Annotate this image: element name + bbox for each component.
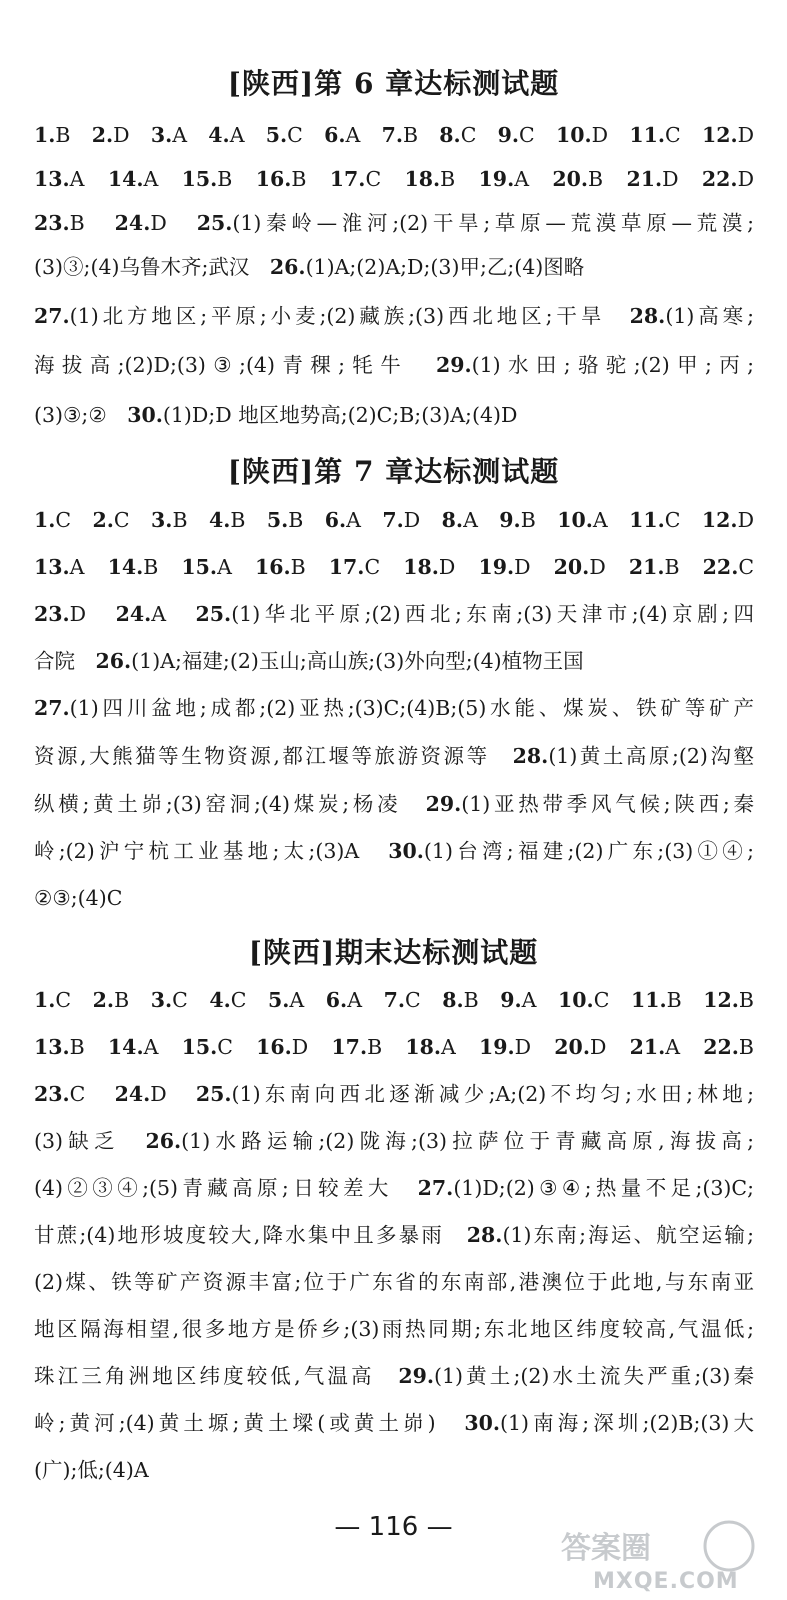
watermark-logo	[553, 1518, 773, 1594]
question-number: 30.	[388, 839, 424, 863]
question-number: 14.	[107, 555, 144, 579]
question-number: 26.	[95, 649, 132, 673]
question-number: 21.	[626, 167, 663, 191]
answer-line: (3)缺乏 26.(1)水路运输;(2)陇海;(3)拉萨位于青藏高原,海拔高;	[34, 1129, 754, 1153]
question-number: 29.	[398, 1364, 434, 1388]
question-number: 10.	[558, 988, 594, 1012]
question-number: 2.	[92, 988, 115, 1012]
question-number: 20.	[554, 1035, 590, 1059]
question-number: 11.	[629, 123, 665, 147]
question-number: 1.	[34, 988, 56, 1012]
question-number: 4.	[208, 123, 230, 147]
question-number: 11.	[629, 508, 665, 532]
question-number: 12.	[703, 988, 739, 1012]
question-number: 16.	[256, 1035, 292, 1059]
answer-line: 甘蔗;(4)地形坡度较大,降水集中且多暴雨 28.(1)东南;海运、航空运输;	[34, 1223, 754, 1247]
question-number: 3.	[151, 508, 173, 532]
question-number: 28.	[629, 304, 666, 328]
question-number: 7.	[381, 123, 403, 147]
answer-line: 13.A 14.B 15.A 16.B 17.C 18.D 19.D 20.D 21.B 22.C	[34, 555, 754, 579]
question-number: 25.	[195, 1082, 232, 1106]
question-number: 24.	[114, 211, 151, 235]
question-number: 3.	[150, 988, 173, 1012]
question-number: 23.	[34, 211, 70, 235]
answer-line: (3)③;(4)乌鲁木齐;武汉 26.(1)A;(2)A;D;(3)甲;乙;(4)图略	[34, 255, 585, 279]
question-number: 30.	[127, 403, 163, 427]
answer-line: 1.C 2.B 3.C 4.C 5.A 6.A 7.C 8.B 9.A 10.C 11.B 12.B	[34, 988, 754, 1012]
answer-line: (3)③;② 30.(1)D;D 地区地势高;(2)C;B;(3)A;(4)D	[34, 403, 518, 427]
question-number: 15.	[181, 555, 218, 579]
section-title-chapter7: [陕西]第 7 章达标测试题	[227, 455, 560, 488]
answer-line: 13.B 14.A 15.C 16.D 17.B 18.A 19.D 20.D 21.A 22.B	[34, 1035, 754, 1059]
page-number: — 116 —	[334, 1512, 453, 1542]
watermark-main-text: 答案圈	[561, 1531, 651, 1566]
question-number: 18.	[404, 167, 441, 191]
question-number: 9.	[500, 988, 522, 1012]
question-number: 23.	[34, 602, 70, 626]
answer-line: 1.C 2.C 3.B 4.B 5.B 6.A 7.D 8.A 9.B 10.A 11.C 12.D	[34, 508, 754, 532]
answer-line: 23.B 24.D 25.(1)秦岭—淮河;(2)干旱;草原—荒漠草原—荒漠;	[34, 211, 754, 235]
answer-line: 海拔高;(2)D;(3)③;(4)青稞;牦牛 29.(1)水田;骆驼;(2)甲;丙;	[34, 353, 754, 377]
question-number: 5.	[268, 988, 290, 1012]
question-number: 28.	[466, 1223, 503, 1247]
question-number: 13.	[34, 555, 70, 579]
answer-line: 珠江三角洲地区纬度较低,气温高 29.(1)黄土;(2)水土流失严重;(3)秦	[34, 1364, 754, 1388]
question-number: 10.	[557, 508, 593, 532]
question-number: 28.	[512, 744, 549, 768]
question-number: 15.	[181, 167, 218, 191]
question-number: 21.	[628, 555, 665, 579]
question-number: 19.	[479, 1035, 515, 1059]
section-title-final: [陕西]期末达标测试题	[248, 936, 539, 969]
question-number: 11.	[630, 988, 667, 1012]
question-number: 10.	[555, 123, 592, 147]
answer-line: (广);低;(4)A	[34, 1458, 149, 1482]
question-number: 17.	[328, 555, 365, 579]
answer-line: 13.A 14.A 15.B 16.B 17.C 18.B 19.A 20.B 21.D 22.D	[34, 167, 754, 191]
question-number: 1.	[34, 123, 56, 147]
question-number: 6.	[324, 123, 346, 147]
question-number: 21.	[629, 1035, 666, 1059]
answer-line: 资源,大熊猫等生物资源,都江堰等旅游资源等 28.(1)黄土高原;(2)沟壑	[34, 744, 754, 768]
question-number: 13.	[34, 167, 70, 191]
answer-line: (2)煤、铁等矿产资源丰富;位于广东省的东南部,港澳位于此地,与东南亚	[34, 1270, 754, 1294]
question-number: 15.	[181, 1035, 218, 1059]
question-number: 7.	[383, 988, 405, 1012]
question-number: 3.	[150, 123, 173, 147]
question-number: 2.	[91, 123, 114, 147]
answer-line: 27.(1)四川盆地;成都;(2)亚热;(3)C;(4)B;(5)水能、煤炭、铁矿等矿产	[34, 696, 754, 720]
answer-line: 23.C 24.D 25.(1)东南向西北逐渐减少;A;(2)不均匀;水田;林地;	[34, 1082, 754, 1106]
question-number: 27.	[417, 1176, 454, 1200]
question-number: 30.	[464, 1411, 501, 1435]
question-number: 2.	[92, 508, 114, 532]
question-number: 5.	[265, 123, 288, 147]
question-number: 13.	[34, 1035, 70, 1059]
answer-line: 27.(1)北方地区;平原;小麦;(2)藏族;(3)西北地区;干旱 28.(1)高寒;	[34, 304, 754, 328]
answer-line: 合院 26.(1)A;福建;(2)玉山;高山族;(3)外向型;(4)植物王国	[34, 649, 584, 673]
question-number: 20.	[553, 555, 590, 579]
section-title-chapter6: [陕西]第 6 章达标测试题	[227, 67, 560, 100]
question-number: 8.	[442, 988, 464, 1012]
answer-line: 1.B 2.D 3.A 4.A 5.C 6.A 7.B 8.C 9.C 10.D 11.C 12.D	[34, 123, 754, 147]
question-number: 18.	[405, 1035, 442, 1059]
question-number: 17.	[331, 1035, 368, 1059]
question-number: 12.	[701, 123, 738, 147]
question-number: 26.	[269, 255, 306, 279]
question-number: 23.	[34, 1082, 70, 1106]
question-number: 4.	[209, 988, 231, 1012]
question-number: 4.	[208, 508, 231, 532]
question-number: 20.	[552, 167, 589, 191]
question-number: 27.	[34, 696, 70, 720]
question-number: 14.	[107, 1035, 144, 1059]
question-number: 29.	[435, 353, 472, 377]
question-number: 24.	[114, 1082, 151, 1106]
question-number: 12.	[701, 508, 738, 532]
answer-line: 岭;黄河;(4)黄土塬;黄土墚(或黄土峁) 30.(1)南海;深圳;(2)B;(3)大	[34, 1411, 754, 1435]
question-number: 8.	[439, 123, 461, 147]
question-number: 22.	[701, 167, 738, 191]
question-number: 9.	[499, 508, 521, 532]
question-number: 19.	[478, 167, 515, 191]
question-number: 5.	[266, 508, 289, 532]
watermark-url-text: MXQE.COM	[593, 1569, 739, 1594]
question-number: 17.	[329, 167, 366, 191]
question-number: 25.	[195, 602, 232, 626]
question-number: 18.	[403, 555, 439, 579]
answer-line: ②③;(4)C	[34, 886, 123, 910]
question-number: 22.	[702, 555, 739, 579]
question-number: 19.	[478, 555, 515, 579]
question-number: 1.	[34, 508, 56, 532]
question-number: 6.	[324, 508, 347, 532]
answer-line: 地区隔海相望,很多地方是侨乡;(3)雨热同期;东北地区纬度较高,气温低;	[34, 1317, 754, 1341]
question-number: 8.	[441, 508, 464, 532]
question-number: 27.	[34, 304, 70, 328]
answer-line: 岭;(2)沪宁杭工业基地;太;(3)A 30.(1)台湾;福建;(2)广东;(3)①④;	[34, 839, 754, 863]
question-number: 26.	[145, 1129, 182, 1153]
answer-line: (4)②③④;(5)青藏高原;日较差大 27.(1)D;(2)③④;热量不足;(3)C;	[34, 1176, 754, 1200]
question-number: 16.	[254, 555, 291, 579]
question-number: 29.	[425, 792, 462, 816]
question-number: 6.	[325, 988, 348, 1012]
question-number: 14.	[107, 167, 144, 191]
question-number: 25.	[196, 211, 233, 235]
answer-line: 23.D 24.A 25.(1)华北平原;(2)西北;东南;(3)天津市;(4)京剧;四	[34, 602, 754, 626]
answer-line: 纵横;黄土峁;(3)窑洞;(4)煤炭;杨凌 29.(1)亚热带季风气候;陕西;秦	[34, 792, 754, 816]
question-number: 16.	[255, 167, 292, 191]
question-number: 7.	[382, 508, 404, 532]
question-number: 9.	[497, 123, 520, 147]
question-number: 22.	[703, 1035, 739, 1059]
question-number: 24.	[115, 602, 152, 626]
